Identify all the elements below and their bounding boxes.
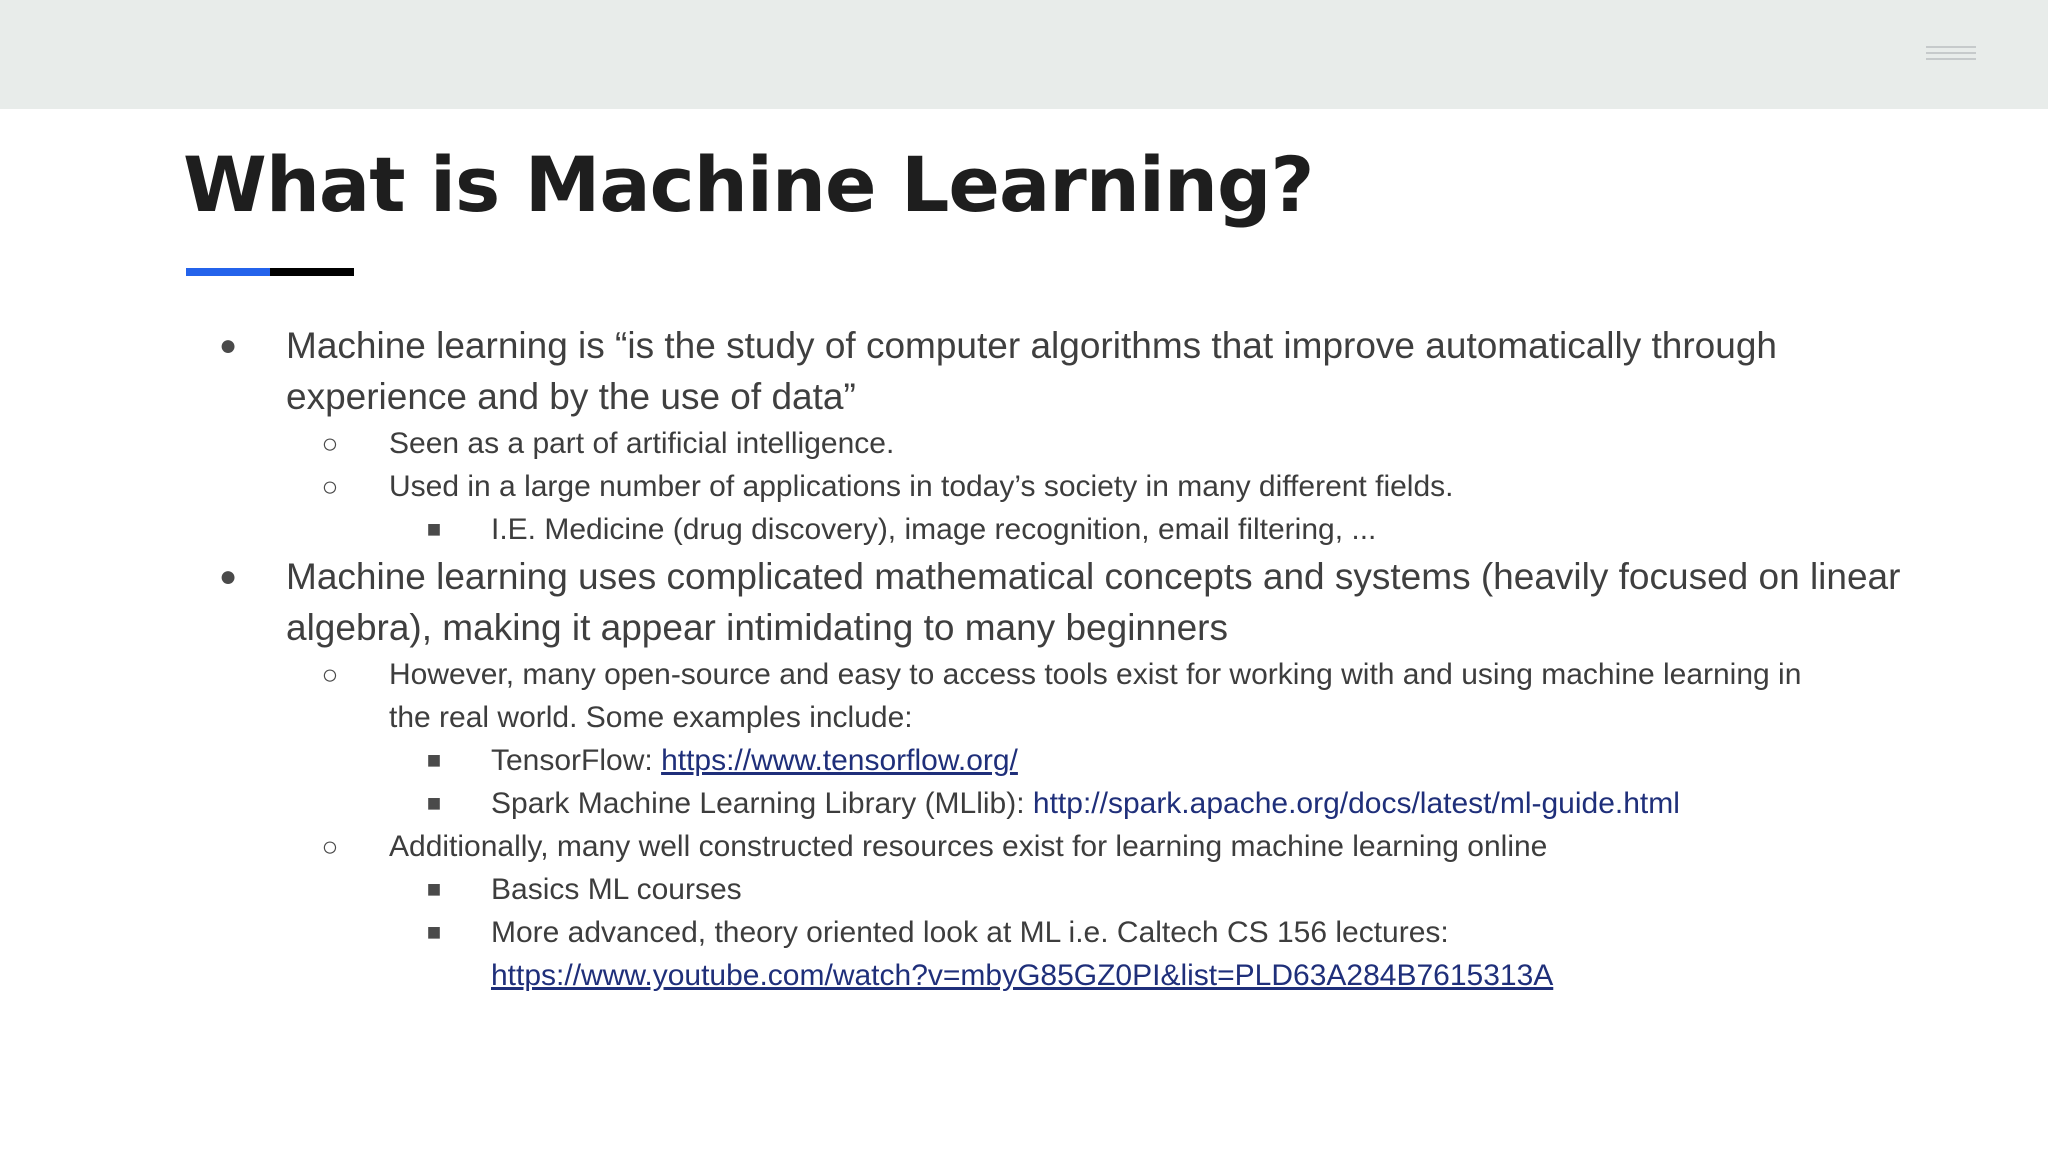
- bullet-1-sub-1: [0, 422, 2048, 465]
- square-bullet-icon: ■: [426, 876, 442, 903]
- bullet-1-text-line2: experience and by the use of data”: [286, 376, 856, 417]
- tensorflow-link[interactable]: https://www.tensorflow.org/: [661, 744, 1018, 777]
- hollow-circle-icon: ○: [321, 659, 339, 690]
- spark-label: Spark Machine Learning Library (MLlib):: [491, 787, 1033, 820]
- advanced-text: More advanced, theory oriented look at ML i.e. Caltech CS 156 lectures:: [491, 916, 1449, 949]
- header-band: [0, 0, 2048, 109]
- hollow-circle-icon: ○: [321, 831, 339, 862]
- bullet-1-continuation: [0, 371, 2048, 422]
- bullet-dot-icon: ●: [218, 329, 238, 362]
- basics-courses-text: Basics ML courses: [491, 873, 742, 906]
- underline-black-segment: [270, 268, 354, 276]
- bullet-dot-icon: ●: [218, 560, 238, 593]
- advanced-item-continuation: [0, 954, 2048, 997]
- bullet-1-sub-2-item-1: [0, 508, 2048, 551]
- youtube-lectures-link[interactable]: https://www.youtube.com/watch?v=mbyG85GZ0PI&list=PLD63A284B7615313A: [491, 959, 1554, 992]
- spark-mllib-item: [0, 782, 2048, 825]
- advanced-item: [0, 911, 2048, 954]
- underline-blue-segment: [186, 268, 270, 276]
- applications-examples-text: I.E. Medicine (drug discovery), image recognition, email filtering, ...: [491, 513, 1377, 546]
- bullet-2-continuation: [0, 602, 2048, 653]
- bullet-2-sub-1-text-line2: the real world. Some examples include:: [389, 701, 913, 734]
- slide-title: What is Machine Learning?: [183, 140, 1314, 229]
- square-bullet-icon: ■: [426, 516, 442, 543]
- bullet-1-sub-2: [0, 465, 2048, 508]
- bullet-list: [0, 320, 2048, 997]
- tensorflow-item: [0, 739, 2048, 782]
- bullet-2-sub-2: [0, 825, 2048, 868]
- bullet-2: [0, 551, 2048, 602]
- hamburger-icon[interactable]: [1926, 46, 1976, 64]
- bullet-2-sub-1-text-line1: However, many open-source and easy to access tools exist for working with and using machine learning in: [389, 658, 1802, 691]
- bullet-2-text-line1: Machine learning uses complicated mathematical concepts and systems (heavily focused on linear: [286, 556, 1901, 597]
- tensorflow-label: TensorFlow:: [491, 744, 662, 777]
- bullet-1: [0, 320, 2048, 371]
- title-underline: [186, 268, 354, 276]
- bullet-1-text-line1: Machine learning is “is the study of computer algorithms that improve automatically through: [286, 325, 1777, 366]
- square-bullet-icon: ■: [426, 790, 442, 817]
- bullet-1-sub-2-text: Used in a large number of applications in today’s society in many different fields.: [389, 470, 1454, 503]
- bullet-1-sub-1-text: Seen as a part of artificial intelligence.: [389, 427, 895, 460]
- basics-courses-item: [0, 868, 2048, 911]
- bullet-2-sub-1: [0, 653, 2048, 696]
- square-bullet-icon: ■: [426, 919, 442, 946]
- bullet-2-sub-1-continuation: [0, 696, 2048, 739]
- hollow-circle-icon: ○: [321, 428, 339, 459]
- bullet-2-sub-2-text: Additionally, many well constructed resources exist for learning machine learning online: [389, 830, 1548, 863]
- bullet-2-text-line2: algebra), making it appear intimidating to many beginners: [286, 607, 1228, 648]
- hollow-circle-icon: ○: [321, 471, 339, 502]
- square-bullet-icon: ■: [426, 747, 442, 774]
- spark-mllib-link[interactable]: http://spark.apache.org/docs/latest/ml-guide.html: [1032, 787, 1680, 820]
